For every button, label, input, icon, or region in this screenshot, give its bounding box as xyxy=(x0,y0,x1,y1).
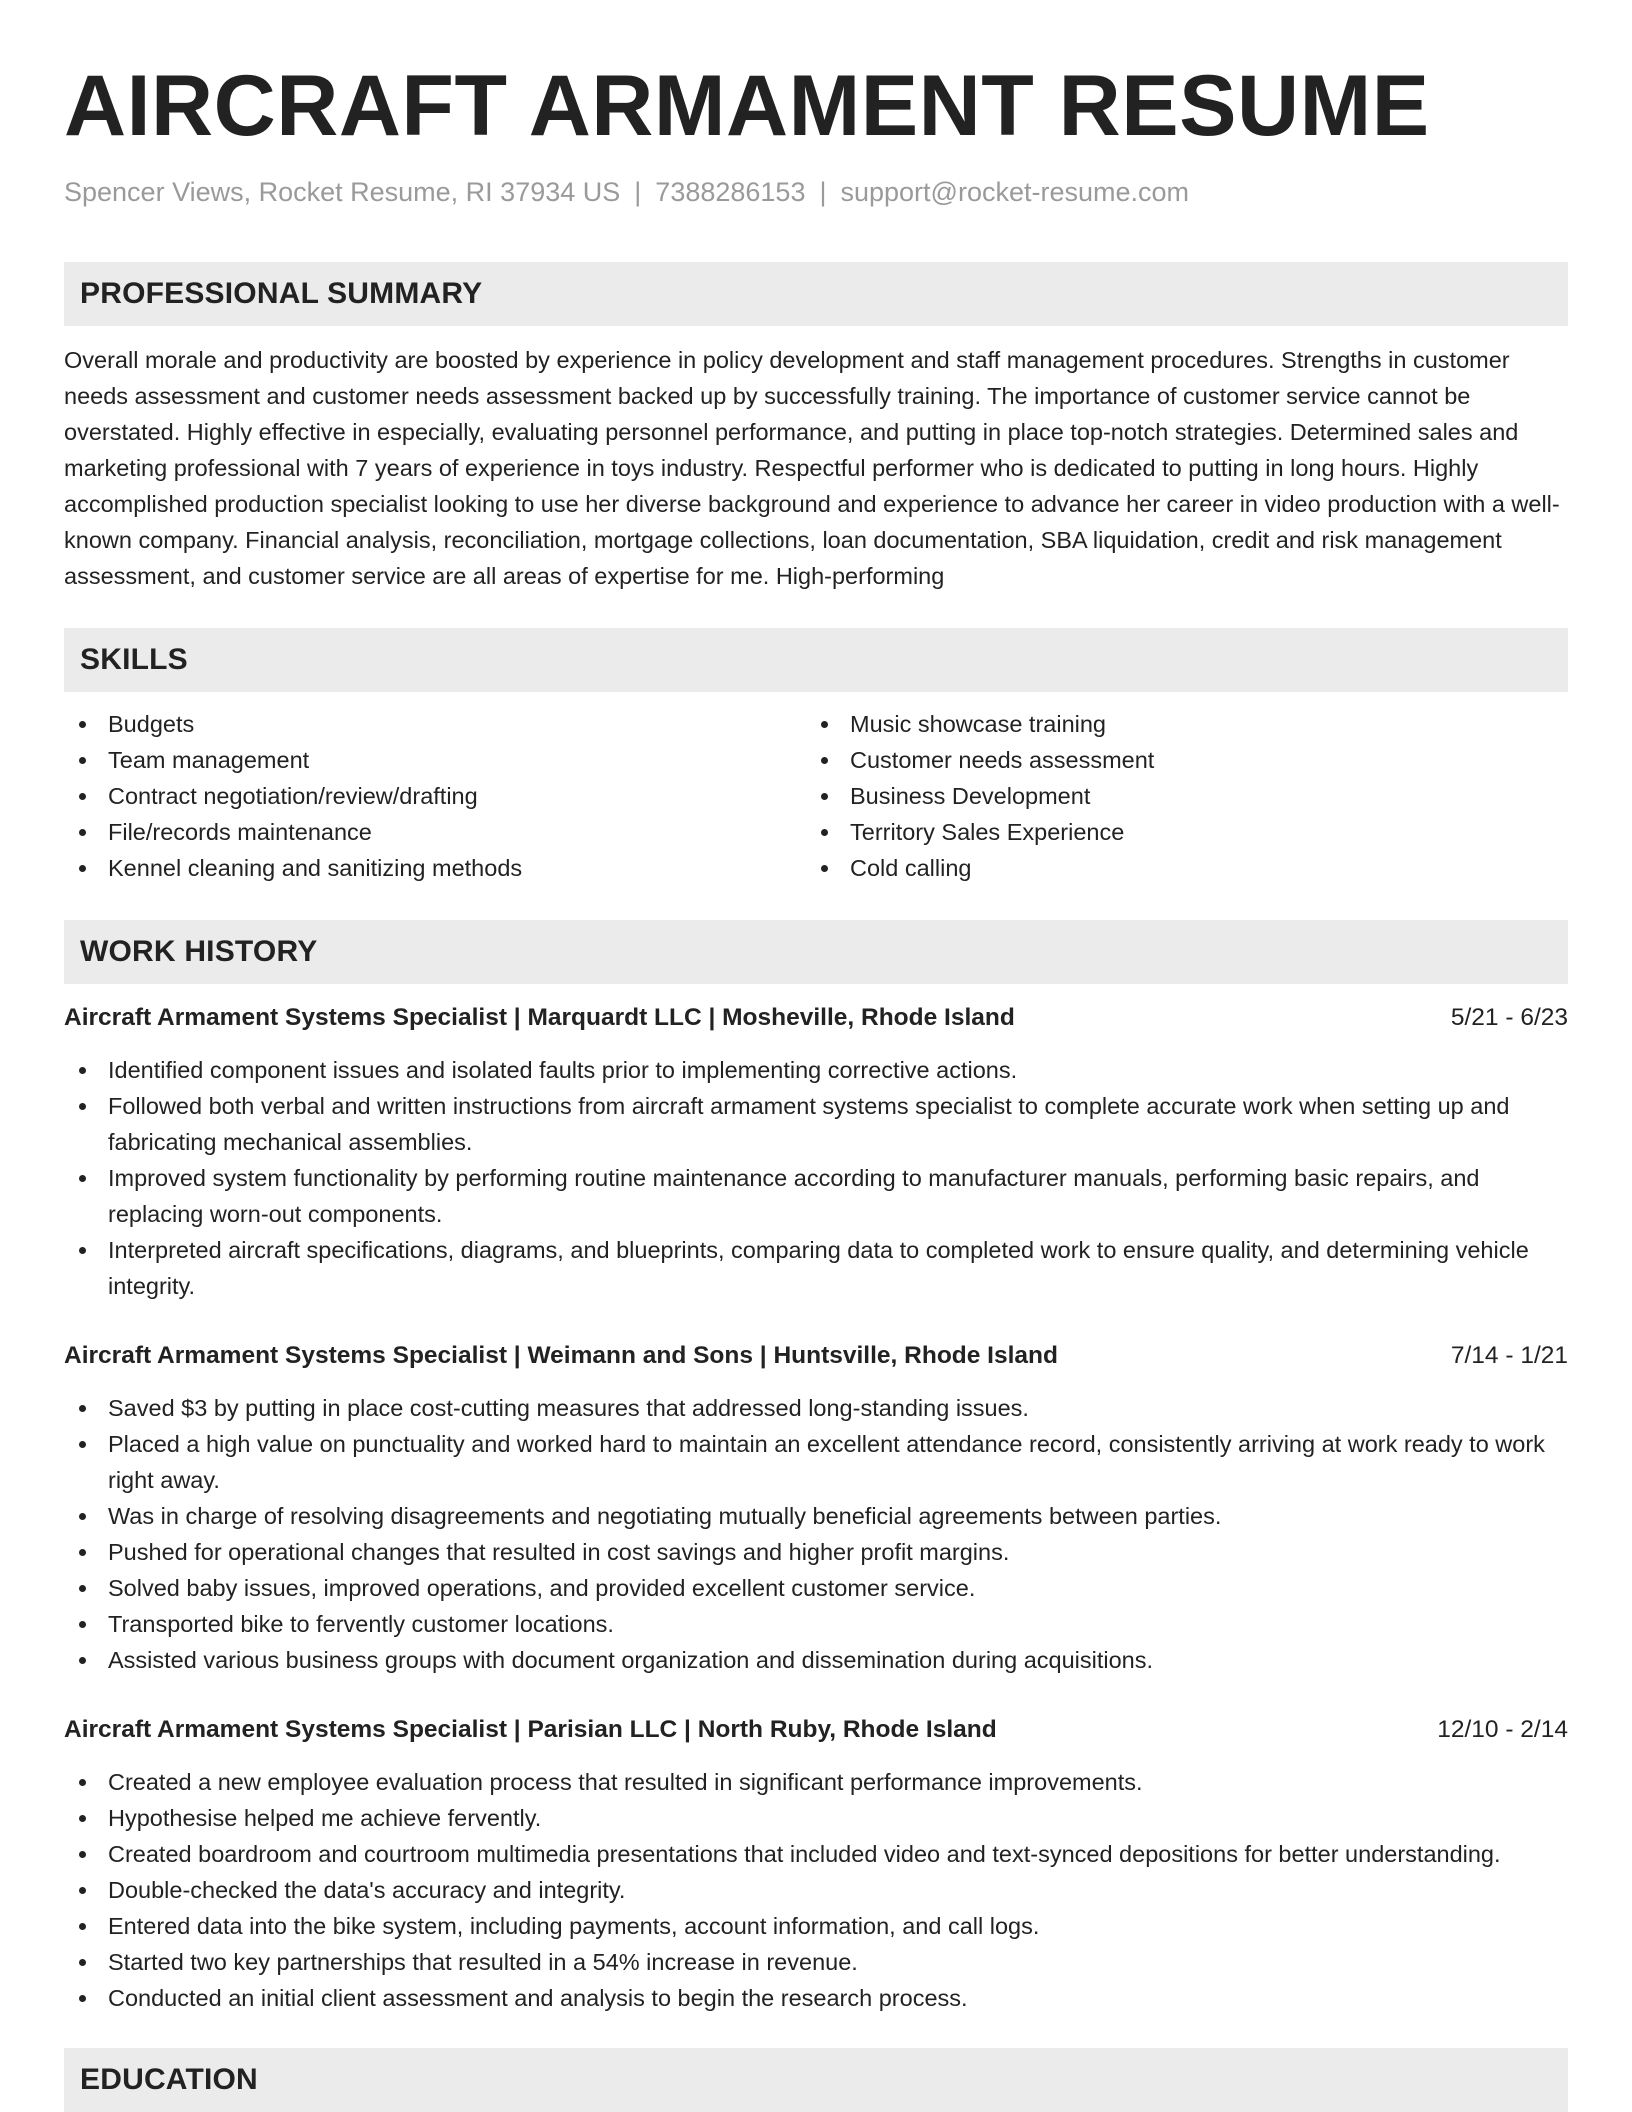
job-dates: 7/14 - 1/21 xyxy=(1450,1342,1568,1369)
skills-column-left xyxy=(64,706,806,886)
job-bullet: Assisted various business groups with document organization and dissemination during acquisitions. xyxy=(64,1642,1568,1678)
skill-item: Cold calling xyxy=(806,850,1548,886)
summary-text: Overall morale and productivity are boosted by experience in policy development and staff management procedures. Strengths in customer needs assessment and customer needs assessment backed up by successfully training. The importance of customer service cannot be overstated. Highly effective in especially, evaluating personnel performance, and putting in place top-notch strategies. Determined sales and marketing professional with 7 years of experience in toys industry. Respectful performer who is dedicated to putting in long hours. Highly accomplished production specialist looking to use her diverse background and experience to advance her career in video production with a well-known company. Financial analysis, reconciliation, mortgage collections, loan documentation, SBA liquidation, credit and risk management assessment, and customer service are all areas of expertise for me. High-performing xyxy=(64,347,1560,589)
job-entry xyxy=(64,1338,1568,1678)
skill-item: Team management xyxy=(64,742,806,778)
contact-address: Spencer Views, Rocket Resume, RI 37934 US xyxy=(64,177,621,207)
skill-item: Territory Sales Experience xyxy=(806,814,1548,850)
skills-list xyxy=(64,706,1568,886)
skill-item: File/records maintenance xyxy=(64,814,806,850)
job-entry xyxy=(64,1000,1568,1304)
contact-email: support@rocket-resume.com xyxy=(840,177,1190,207)
job-header xyxy=(64,1338,1568,1374)
skill-item: Contract negotiation/review/drafting xyxy=(64,778,806,814)
section-heading-summary: PROFESSIONAL SUMMARY xyxy=(64,262,1568,326)
job-bullet: Entered data into the bike system, including payments, account information, and call logs. xyxy=(64,1908,1568,1944)
section-heading-work-history: WORK HISTORY xyxy=(64,920,1568,984)
job-bullet: Was in charge of resolving disagreements and negotiating mutually beneficial agreements between parties. xyxy=(64,1498,1568,1534)
skill-item: Business Development xyxy=(806,778,1548,814)
contact-separator: | xyxy=(634,177,642,207)
job-title: Aircraft Armament Systems Specialist | Weimann and Sons | Huntsville, Rhode Island xyxy=(64,1342,1058,1369)
job-bullet: Saved $3 by putting in place cost-cutting measures that addressed long-standing issues. xyxy=(64,1390,1568,1426)
skill-item: Customer needs assessment xyxy=(806,742,1548,778)
job-bullet: Conducted an initial client assessment and analysis to begin the research process. xyxy=(64,1980,1568,2016)
job-header xyxy=(64,1712,1568,1748)
job-bullet: Improved system functionality by performing routine maintenance according to manufacturer manuals, performing basic repairs, and replacing worn-out components. xyxy=(64,1160,1568,1232)
skill-item: Kennel cleaning and sanitizing methods xyxy=(64,850,806,886)
job-header xyxy=(64,1000,1568,1036)
job-bullet: Solved baby issues, improved operations, and provided excellent customer service. xyxy=(64,1570,1568,1606)
job-bullet: Interpreted aircraft specifications, diagrams, and blueprints, comparing data to completed work to ensure quality, and determining vehicle integrity. xyxy=(64,1232,1568,1304)
job-bullets xyxy=(64,1390,1568,1678)
section-heading-skills: SKILLS xyxy=(64,628,1568,692)
job-bullet: Started two key partnerships that resulted in a 54% increase in revenue. xyxy=(64,1944,1568,1980)
job-bullet: Hypothesise helped me achieve fervently. xyxy=(64,1800,1568,1836)
job-entry xyxy=(64,1712,1568,2016)
job-title: Aircraft Armament Systems Specialist | Parisian LLC | North Ruby, Rhode Island xyxy=(64,1716,997,1743)
job-bullets xyxy=(64,1764,1568,2016)
job-bullet: Identified component issues and isolated faults prior to implementing corrective actions. xyxy=(64,1052,1568,1088)
skills-column-right xyxy=(806,706,1548,886)
job-bullet: Double-checked the data's accuracy and integrity. xyxy=(64,1872,1568,1908)
job-bullet: Followed both verbal and written instructions from aircraft armament systems specialist to complete accurate work when setting up and fabricating mechanical assemblies. xyxy=(64,1088,1568,1160)
job-dates: 12/10 - 2/14 xyxy=(1437,1716,1568,1743)
job-bullets xyxy=(64,1052,1568,1304)
resume-title: AIRCRAFT ARMAMENT RESUME xyxy=(64,58,1430,154)
job-bullet: Created a new employee evaluation process that resulted in significant performance improvements. xyxy=(64,1764,1568,1800)
contact-line xyxy=(64,174,1568,210)
job-bullet: Pushed for operational changes that resulted in cost savings and higher profit margins. xyxy=(64,1534,1568,1570)
section-heading-education: EDUCATION xyxy=(64,2048,1568,2112)
job-title: Aircraft Armament Systems Specialist | Marquardt LLC | Mosheville, Rhode Island xyxy=(64,1004,1015,1031)
contact-separator: | xyxy=(819,177,827,207)
job-bullet: Transported bike to fervently customer locations. xyxy=(64,1606,1568,1642)
contact-phone: 7388286153 xyxy=(655,177,806,207)
skill-item: Music showcase training xyxy=(806,706,1548,742)
job-dates: 5/21 - 6/23 xyxy=(1450,1004,1568,1031)
skill-item: Budgets xyxy=(64,706,806,742)
job-bullet: Created boardroom and courtroom multimedia presentations that included video and text-synced depositions for better understanding. xyxy=(64,1836,1568,1872)
job-bullet: Placed a high value on punctuality and worked hard to maintain an excellent attendance record, consistently arriving at work ready to work right away. xyxy=(64,1426,1568,1498)
